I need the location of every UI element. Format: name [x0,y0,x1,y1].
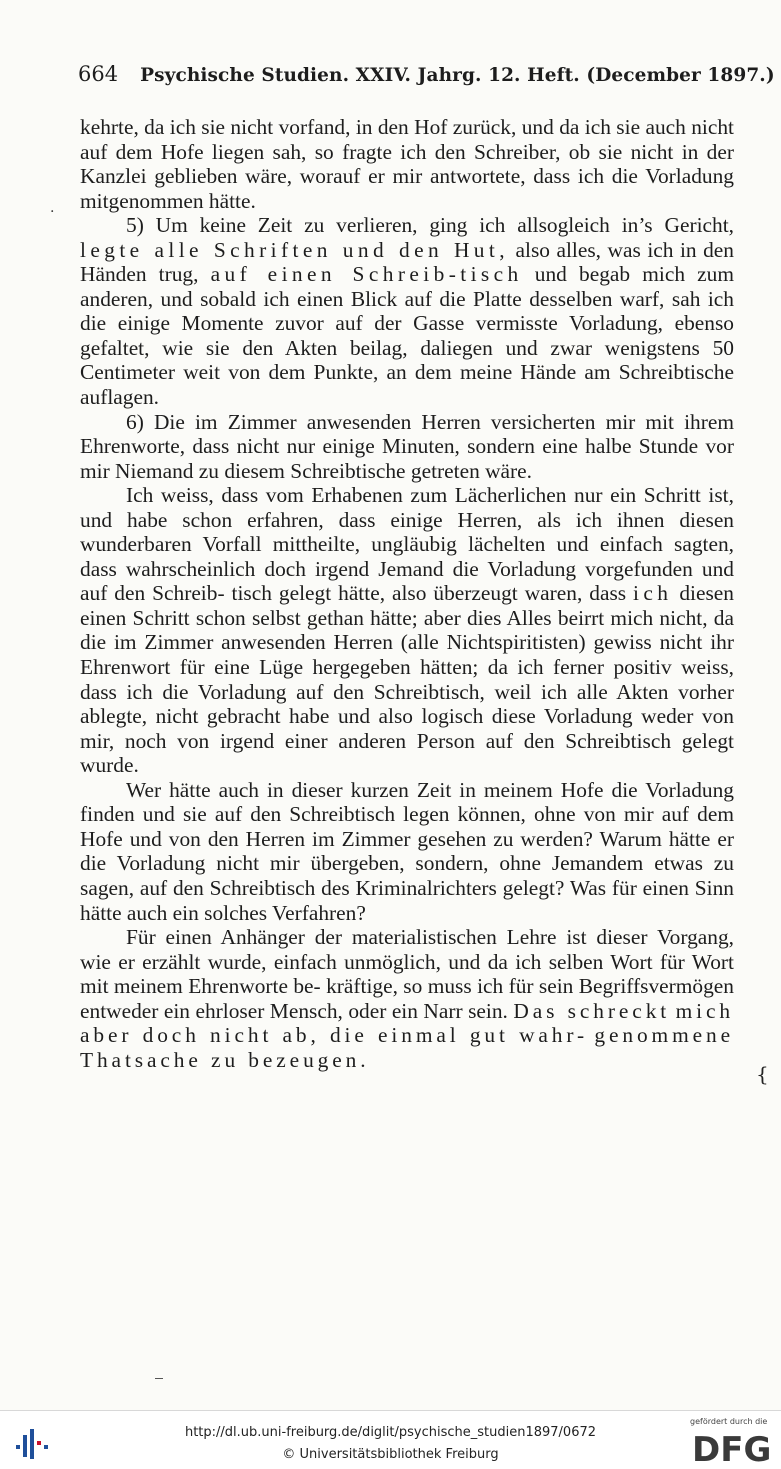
text-line: wäre, worauf er mir antwortete, dass ich die Vorladung [245,164,734,189]
text-line: kehrte, da ich sie nicht vorfand, in den Hof zurück, und [80,115,554,139]
spaced-text: genommene Thatsache zu bezeugen. [80,1023,734,1072]
spaced-text: mich aber doch nicht ab, die einmal gut wahr- [80,998,734,1048]
text-line: ein ehrloser Mensch, oder ein Narr sein. [163,998,514,1023]
text-line: vorher ablegte, nicht gebracht habe und also logisch diese [80,679,734,729]
text-line: Lüge hergegeben hätten; da ich ferner positiv weiss, dass [80,655,734,704]
text-line: (alle Nichtspiritisten) gewiss nicht ihr Ehrenwort für eine [80,630,734,680]
text-line: diesen [672,581,734,606]
text-line: mir mit ihrem Ehrenworte, dass nicht nur einige Minuten, [80,409,734,459]
viewer-footer [0,1410,781,1469]
text-line: Wer hätte auch in dieser kurzen Zeit in meinem Hofe [126,777,604,802]
paragraph-7 [80,483,734,778]
page-number: 664 [78,62,119,86]
text-line: Momente zuvor auf der Gasse vermisste Vorladung, ebenso [181,311,734,336]
text-line: lächelten und einfach sagten, dass wahrscheinlich doch irgend [80,532,734,581]
text-line: Jemand die Vorladung vorgefunden und auf den Schreib- [80,556,734,606]
paragraph-8 [80,778,734,925]
text-line: einen Schritt schon selbst gethan hätte; aber dies Alles [80,605,552,630]
margin-brace: { [756,1062,769,1086]
body-text [80,115,734,1072]
text-line: tisch gelegt hätte, also überzeugt waren, dass [231,581,634,606]
text-line: sagen, auf den Schreibtisch des Kriminalrichters gelegt? [80,875,565,900]
text-line: nicht mir übergeben, sondern, ohne Jemandem etwas zu [216,851,734,876]
text-line: ich den Schreiber, ob sie nicht in der Kanzlei geblieben [80,139,734,189]
text-line: wenigstens 50 Centimeter weit von dem Punkte, an dem [80,335,734,385]
paragraph-continuation [80,115,734,213]
text-line: Vorladung weder von mir, noch von irgend einer anderen [80,704,734,753]
text-line: Zimmer gesehen zu werden? Warum hätte er die Vorladung [80,826,734,876]
text-line: die Vorladung finden und sie auf den Schreibtisch legen [80,777,734,827]
text-line: und begab mich zum anderen, und sobald ich einen [80,262,734,311]
text-line: alles, was ich in den Händen trug, [80,237,734,287]
spaced-text: Das schreckt [513,998,671,1023]
running-header [78,62,775,92]
text-line: ich die Vorladung auf den Schreibtisch, weil ich alle Akten [126,679,669,704]
text-line: Für einen Anhänger der materialistischen Lehre ist dieser [126,925,648,950]
text-line: kräftige, so muss ich für sein Begriffsvermögen entweder [80,974,734,1023]
text-line: beirrt mich nicht, da die im Zimmer anwesenden Herren [80,605,734,655]
text-line: Vorgang, wie er erzählt wurde, einfach unmöglich, und da [80,925,735,974]
margin-dash [155,1378,163,1379]
text-line: 5) Um keine Zeit zu verlieren, ging ich allsogleich in’s [126,213,653,238]
spaced-text: legte alle Schriften und den Hut, [80,237,509,262]
text-line: gefaltet, wie sie den Akten beilag, daliegen und zwar [80,335,592,360]
margin-dot: . [50,200,55,216]
paragraph-9 [80,925,734,1072]
text-line: Schreibtische getreten wäre. [290,458,533,483]
paragraph-6 [80,410,734,484]
text-line: Blick auf die Platte desselben warf, sah ich die einige [80,286,734,336]
text-line: als ich ihnen diesen wunderbaren Vorfall mittheilte, ungläubig [80,507,735,557]
text-line: Ich weiss, dass vom Erhabenen zum Lächerlichen nur [126,483,603,508]
spaced-text: ich [633,581,673,606]
spaced-text: auf einen Schreib- [210,262,461,287]
text-line: Gericht, [664,213,734,238]
copyright-notice: © Universitätsbibliothek Freiburg [282,1447,499,1462]
text-line: können, ohne von mir auf dem Hofe und von den Herren im [80,802,734,851]
journal-title: Psychische Studien. XXIV. Jahrg. 12. Heft. (December 1897.) [140,65,775,86]
dfg-logo-icon [690,1427,772,1467]
text-line: sondern eine halbe Stunde vor mir Niemand zu diesem [80,434,734,483]
text-line: Person auf den Schreibtisch gelegt wurde. [80,728,734,778]
text-line: da ich sie auch nicht auf dem Hofe liegen sah, so fragte [80,115,734,164]
text-line: 6) Die im Zimmer anwesenden Herren versicherten [126,409,596,434]
dfg-logo-text: DFG [692,1430,772,1467]
dfg-funding-caption: gefördert durch die [690,1417,768,1426]
spaced-text: tisch [460,262,523,287]
text-line: ein Schritt ist, und habe schon erfahren, dass einige Herren, [80,483,734,532]
text-line: mitgenommen hätte. [80,188,256,213]
text-line: Was für einen Sinn hätte auch ein solches Verfahren? [80,875,735,925]
paragraph-5 [80,213,734,409]
permalink-url[interactable]: http://dl.ub.uni-freiburg.de/diglit/psychische_studien1897/0672 [184,1425,597,1440]
text-line: ich selben Wort für Wort mit meinem Ehrenworte be- [80,949,734,999]
text-line: also [509,237,550,262]
text-line: meine Hände am Schreibtische auflagen. [80,360,734,410]
